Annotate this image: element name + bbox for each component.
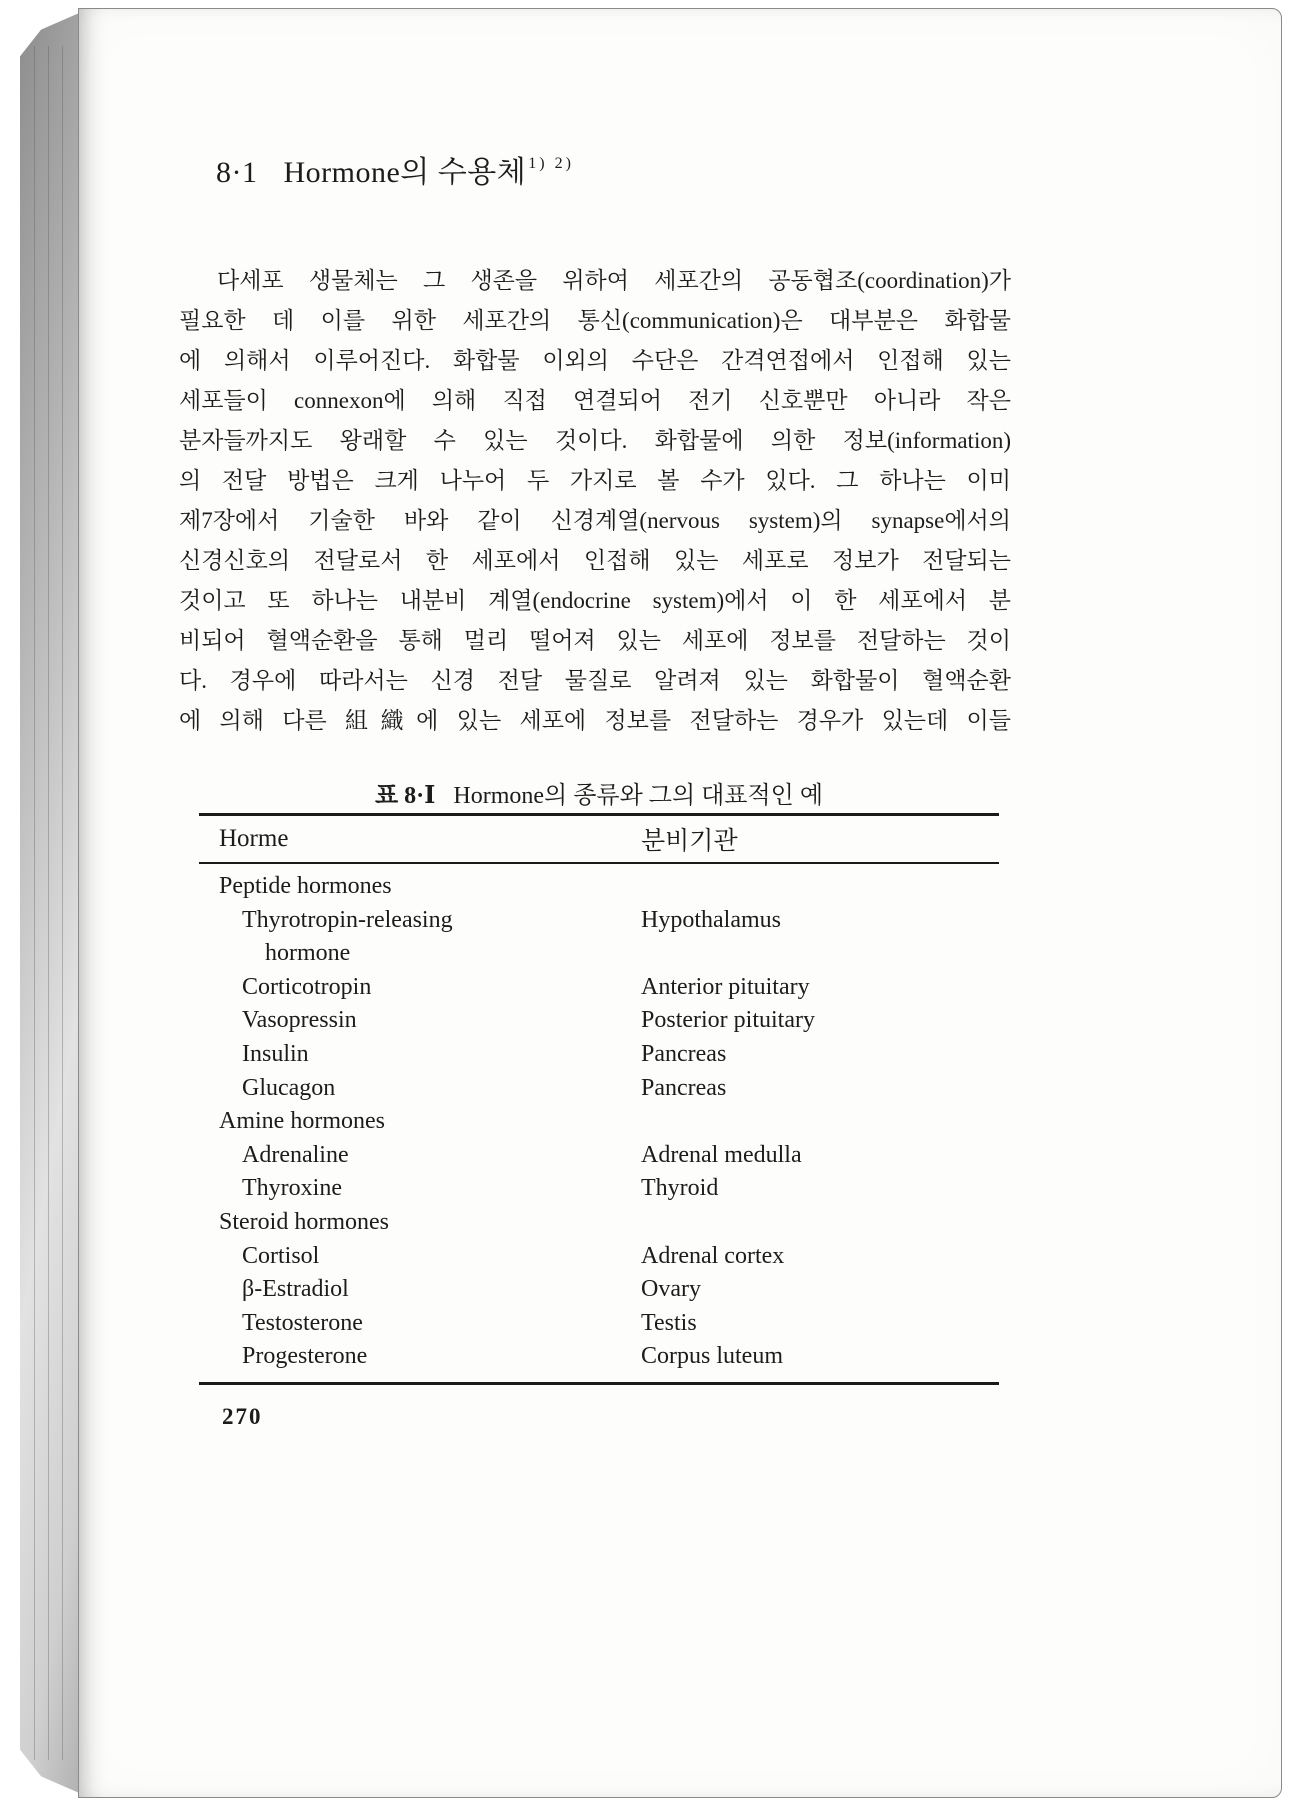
- body-paragraph: [179, 261, 1011, 741]
- hormone-cell: Thyroxine: [242, 1175, 342, 1202]
- organ-cell: Corpus luteum: [641, 1343, 783, 1370]
- organ-cell: Anterior pituitary: [641, 973, 810, 1000]
- hormone-cell: Vasopressin: [242, 1007, 357, 1034]
- table-row: [199, 1340, 999, 1374]
- paragraph-line: 것이고 또 하나는 내분비 계열(endocrine system)에서 이 한 세포에서 분: [179, 588, 1011, 613]
- table-caption-text: Hormone의 종류와 그의 대표적인 예: [453, 783, 824, 809]
- table-row: [199, 1206, 999, 1240]
- hormone-cell: Cortisol: [242, 1242, 320, 1269]
- organ-cell: Thyroid: [641, 1175, 719, 1202]
- table-row: [199, 971, 999, 1005]
- hormone-cell: Amine hormones: [219, 1108, 385, 1135]
- section-number: 8·1: [216, 156, 258, 189]
- book-page: [78, 8, 1282, 1798]
- table-row: [199, 904, 999, 938]
- hormone-table: [199, 813, 999, 1385]
- table-row: [199, 1038, 999, 1072]
- table-row: [199, 1139, 999, 1173]
- table-caption-number: 표 8·Ⅰ: [374, 783, 436, 809]
- section-reference-marks: 1) 2): [528, 155, 574, 172]
- table-header-row: [199, 816, 999, 864]
- organ-cell: Ovary: [641, 1276, 701, 1303]
- paragraph-line: 세포들이 connexon에 의해 직접 연결되어 전기 신호뿐만 아니라 작은: [179, 388, 1011, 413]
- page-number: 270: [222, 1404, 263, 1429]
- table-row: [199, 1307, 999, 1341]
- paragraph-line: 에 의해 다른 組織에 있는 세포에 정보를 전달하는 경우가 있는데 이들: [179, 708, 1011, 733]
- hormone-cell: Progesterone: [242, 1343, 368, 1370]
- table-row: [199, 1240, 999, 1274]
- organ-cell: Adrenal cortex: [641, 1242, 785, 1269]
- table-row: [199, 1072, 999, 1106]
- hormone-cell: Steroid hormones: [219, 1208, 389, 1235]
- organ-cell: [641, 1206, 999, 1240]
- organ-cell: [641, 870, 999, 904]
- organ-cell: [641, 937, 999, 971]
- table-row: [199, 1105, 999, 1139]
- hormone-cell: Insulin: [242, 1040, 309, 1067]
- paragraph-line: 비되어 혈액순환을 통해 멀리 떨어져 있는 세포에 정보를 전달하는 것이: [179, 628, 1011, 653]
- table-row: [199, 1004, 999, 1038]
- table-header-hormone: Horme: [219, 825, 289, 852]
- section-heading: [216, 147, 574, 191]
- paragraph-line: 제7장에서 기술한 바와 같이 신경계열(nervous system)의 synapse에서의: [179, 508, 1011, 533]
- page-edge-line: [34, 46, 35, 1761]
- paragraph-line: 필요한 데 이를 위한 세포간의 통신(communication)은 대부분은 화합물: [179, 308, 1011, 333]
- table-caption: [199, 775, 999, 810]
- hormone-cell: Glucagon: [242, 1074, 336, 1101]
- paragraph-line: 다. 경우에 따라서는 신경 전달 물질로 알려져 있는 화합물이 혈액순환: [179, 668, 1011, 693]
- hormone-cell: Adrenaline: [242, 1141, 349, 1168]
- paragraph-line: 신경신호의 전달로서 한 세포에서 인접해 있는 세포로 정보가 전달되는: [179, 548, 1011, 573]
- page-edge-line: [48, 46, 49, 1761]
- table-body: [199, 864, 999, 1382]
- paragraph-line: 다세포 생물체는 그 생존을 위하여 세포간의 공동협조(coordination)가: [217, 268, 1011, 293]
- hormone-cell: Peptide hormones: [219, 873, 392, 899]
- hormone-cell: Corticotropin: [242, 973, 372, 1000]
- organ-cell: Posterior pituitary: [641, 1007, 815, 1034]
- organ-cell: Adrenal medulla: [641, 1141, 802, 1168]
- table-row: [199, 1273, 999, 1307]
- table-row: [199, 937, 999, 971]
- organ-cell: Testis: [641, 1309, 697, 1336]
- organ-cell: Pancreas: [641, 1074, 727, 1101]
- organ-cell: Pancreas: [641, 1040, 727, 1067]
- hormone-cell: Thyrotropin-releasing: [242, 906, 453, 933]
- table-row: [199, 870, 999, 904]
- hormone-cell: β-Estradiol: [242, 1276, 349, 1303]
- page-edge-line: [62, 46, 63, 1761]
- paragraph-line: 에 의해서 이루어진다. 화합물 이외의 수단은 간격연접에서 인접해 있는: [179, 348, 1011, 373]
- table-row: [199, 1172, 999, 1206]
- section-title: Hormone의 수용체: [283, 156, 527, 189]
- book-page-edges: [20, 10, 82, 1796]
- hormone-cell: hormone: [265, 940, 351, 967]
- paragraph-line: 분자들까지도 왕래할 수 있는 것이다. 화합물에 의한 정보(information): [179, 428, 1011, 453]
- organ-cell: [641, 1105, 999, 1139]
- paragraph-line: 의 전달 방법은 크게 나누어 두 가지로 볼 수가 있다. 그 하나는 이미: [179, 468, 1011, 493]
- table-header-organ: 분비기관: [641, 828, 738, 855]
- hormone-cell: Testosterone: [242, 1309, 363, 1336]
- organ-cell: Hypothalamus: [641, 906, 781, 933]
